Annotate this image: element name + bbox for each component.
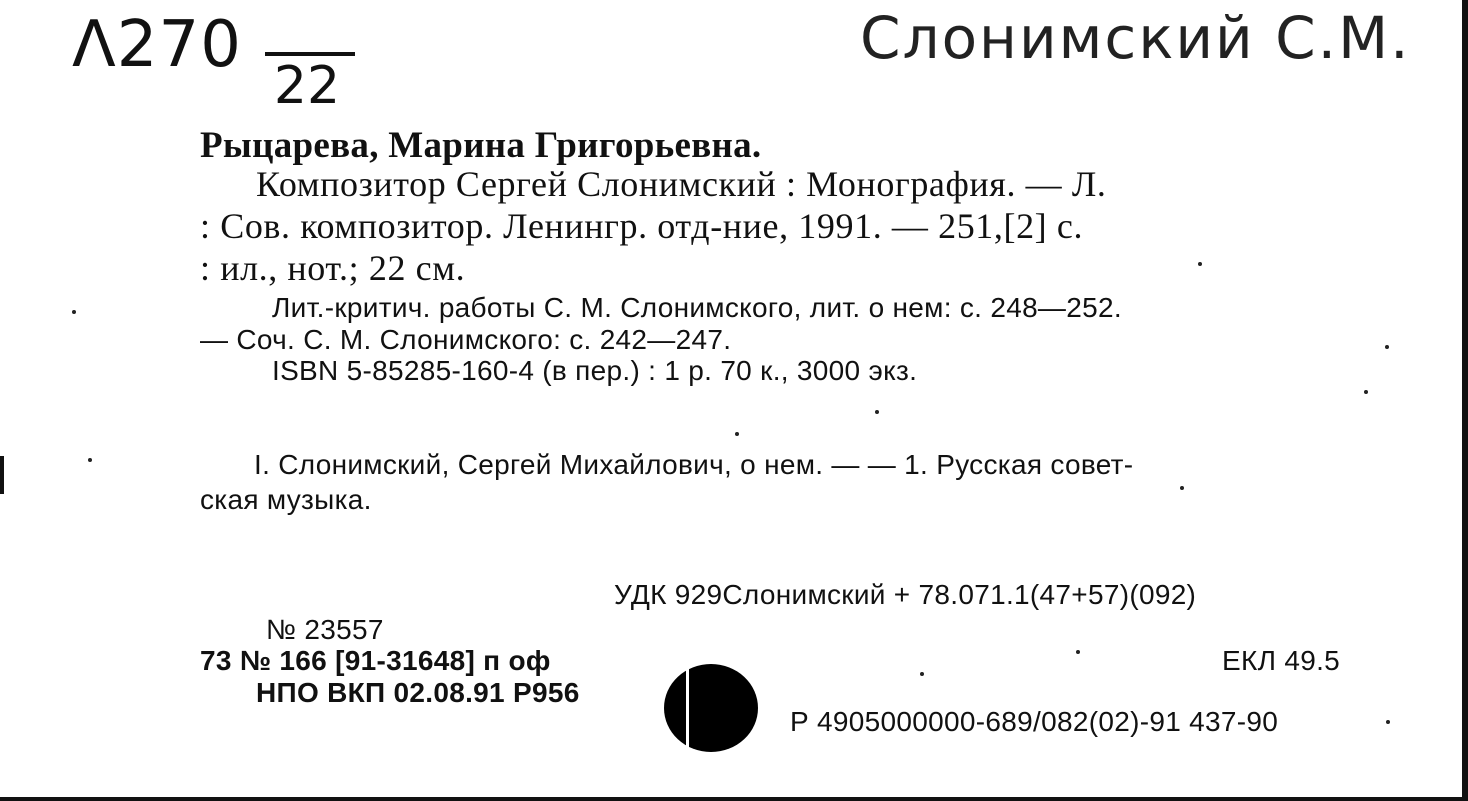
handwritten-fraction-denominator: 22 xyxy=(273,56,341,116)
card-left-mark xyxy=(0,456,4,494)
speck xyxy=(1364,390,1368,394)
card-bottom-edge xyxy=(0,797,1468,801)
title-line-1: Композитор Сергей Слонимский : Монография. — Л. xyxy=(256,164,1107,204)
author-heading: Рыцарева, Марина Григорьевна. xyxy=(200,125,762,166)
title-line-3: : ил., нот.; 22 см. xyxy=(200,248,466,288)
subject-line-1: I. Слонимский, Сергей Михайлович, о нем. — — 1. Русская совет- xyxy=(254,449,1134,480)
speck xyxy=(88,458,92,462)
isbn-line: ISBN 5-85285-160-4 (в пер.) : 1 р. 70 к., 3000 экз. xyxy=(272,355,918,386)
udk-classification: УДК 929Слонимский + 78.071.1(47+57)(092) xyxy=(614,579,1197,610)
speck xyxy=(735,432,739,436)
ekl-code: ЕКЛ 49.5 xyxy=(1222,645,1341,676)
handwritten-call-number: Λ270 xyxy=(72,8,242,82)
card-right-edge xyxy=(1462,0,1468,801)
notes-line-2: — Соч. С. М. Слонимского: с. 242—247. xyxy=(200,324,732,355)
subject-line-2: ская музыка. xyxy=(200,484,372,515)
speck xyxy=(875,410,879,414)
speck xyxy=(1386,720,1390,724)
speck xyxy=(1385,345,1389,349)
speck xyxy=(1180,486,1184,490)
speck xyxy=(1198,262,1202,266)
notes-line-1: Лит.-критич. работы С. М. Слонимского, лит. о нем: с. 248—252. xyxy=(272,292,1122,323)
speck xyxy=(1076,650,1080,654)
card-number: № 23557 xyxy=(266,614,384,645)
punch-hole xyxy=(664,664,758,752)
speck xyxy=(72,310,76,314)
npo-line: НПО ВКП 02.08.91 Р956 xyxy=(256,677,580,708)
handwritten-author-note: Слонимский С.М. xyxy=(860,4,1411,72)
punch-hole-highlight xyxy=(686,666,689,752)
title-line-2: : Сов. композитор. Ленингр. отд-ние, 1991. — 251,[2] с. xyxy=(200,206,1084,246)
record-line: 73 № 166 [91-31648] п оф xyxy=(200,645,551,676)
speck xyxy=(920,672,924,676)
price-code: Р 4905000000-689/082(02)-91 437-90 xyxy=(790,706,1279,737)
